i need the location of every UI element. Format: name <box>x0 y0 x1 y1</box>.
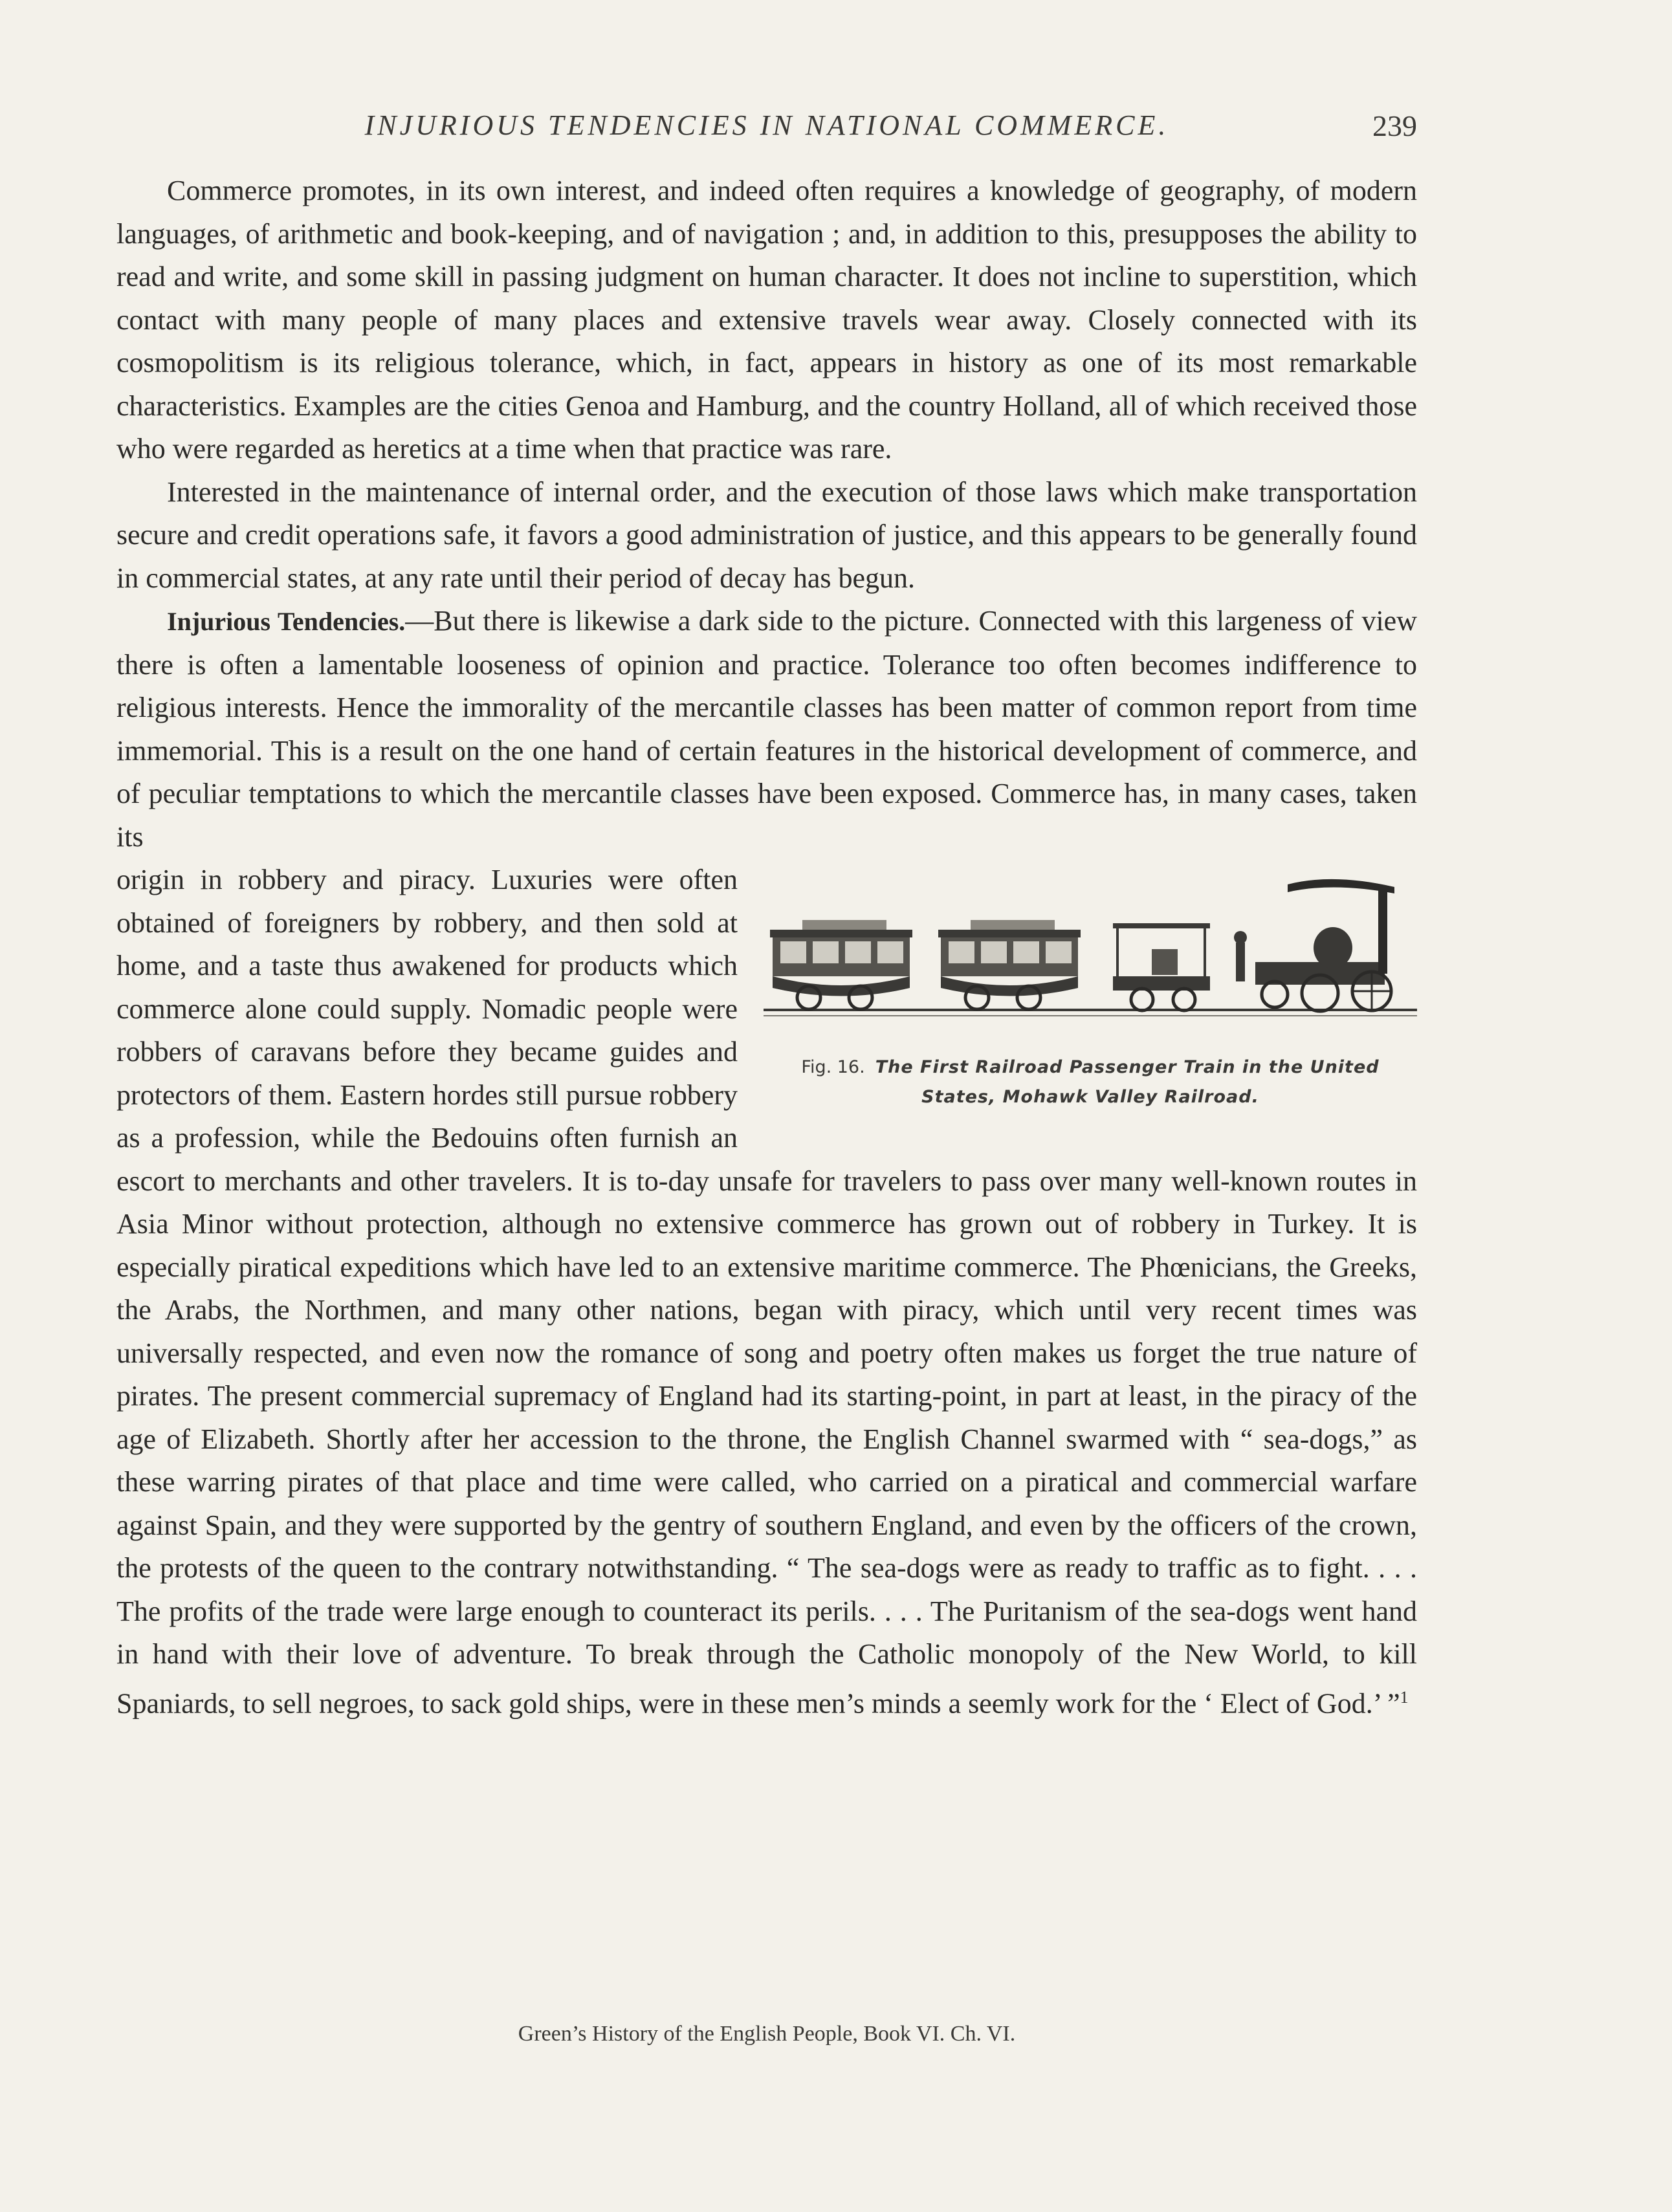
figure-16 <box>764 865 1417 1156</box>
paragraph-2: Interested in the maintenance of internal order, and the execution of those laws which make transportation secure and credit operations safe, it favors a good administration of justice, and this appears to be generally found in commercial states, at any rate until their period of decay has begun. <box>116 476 1417 594</box>
page-number: 239 <box>1372 109 1417 142</box>
body-text <box>116 170 1417 1725</box>
locomotive <box>1234 879 1394 1011</box>
page-header <box>116 109 1417 148</box>
figure-title: The First Railroad Passenger Train in the United States, Mohawk Valley Railroad. <box>875 1057 1380 1107</box>
paragraph-1: Commerce promotes, in its own interest, and indeed often requires a knowledge of geography, of modern languages, of arithmetic and book-keeping, and of navigation ; and, in addition to this, presupposes the ability to read and write, and some skill in passing judgment on human character. It does not incline to superstition, which contact with many people of many places and extensive travels wear away. Closely connected with its cosmopolitism is its religious tolerance, which, in fact, appears in history as one of its most remarkable characteristics. Examples are the cities Genoa and Hamburg, and the country Holland, all of which received those who were regarded as heretics at a time when that practice was rare. <box>116 175 1417 465</box>
figure-label: Fig. 16. <box>801 1057 865 1077</box>
paragraph-3 <box>116 600 1417 859</box>
train-illustration <box>764 865 1417 1053</box>
footnote: Green’s History of the English People, Book VI. Ch. VI. <box>518 2022 1016 2046</box>
figure-caption <box>764 1053 1417 1112</box>
paragraph-3-text-b: origin in robbery and piracy. Luxuries were often obtained of foreigners by robbery, and then sold at home, and a taste thus awakened for products which commerce alone could supply. Nomadic people were robbers of caravans before they became guides and protectors of them. Eastern hordes still pursue robbery as a profession, while the Bedouins often furnish an escort to merchants and other travelers. It is to-day unsafe for travelers to pass over many well-known routes in Asia Minor without protection, although no extensive commerce has grown out of robbery in Turkey. It is especially piratical expeditions which have led to an extensive maritime commerce. The Phœnicians, the Greeks, the Arabs, the Northmen, and many other nations, began with piracy, which until very recent times was universally respected, and even now the romance of song and poetry often makes us forget the true nature of pirates. The present commercial supremacy of England had its starting-point, in part at least, in the piracy of the age of Elizabeth. Shortly after her accession to the throne, the English Channel swarmed with “ sea-dogs,” as these warring pirates of that place and time were called, who carried on a piratical and commercial warfare against Spain, and they were supported by the gentry of southern England, and even by the officers of the crown, the protests of the queen to the contrary notwithstanding. “ The sea-dogs were as ready to traffic as to fight. . . . The profits of the trade were large enough to counteract its perils. . . . The Puritanism of the sea-dogs went hand in hand with their love of adventure. To break through the Catholic monopoly of the New World, to kill Spaniards, to sell negroes, to sack gold ships, were in these men’s minds a seemly work for the ‘ Elect of God.’ ” <box>116 864 1417 1720</box>
tender <box>1113 923 1210 1011</box>
paragraph-3-text-a: —But there is likewise a dark side to the picture. Connected with this largeness of view there is often a lamentable looseness of opinion and practice. Tolerance too often becomes indifference to religious interests. Hence the immorality of the mercantile classes has been matter of common report from time immemorial. This is a result on the one hand of certain features in the historical development of commerce, and of peculiar temptations to which the mercantile classes have been exposed. Commerce has, in many cases, taken its <box>116 605 1417 853</box>
coach-2 <box>938 920 1081 1009</box>
footnote-marker: 1 <box>1400 1687 1409 1707</box>
side-heading: Injurious Tendencies. <box>167 607 406 636</box>
running-head: INJURIOUS TENDENCIES IN NATIONAL COMMERCE. <box>364 109 1169 141</box>
coach-1 <box>770 920 912 1009</box>
